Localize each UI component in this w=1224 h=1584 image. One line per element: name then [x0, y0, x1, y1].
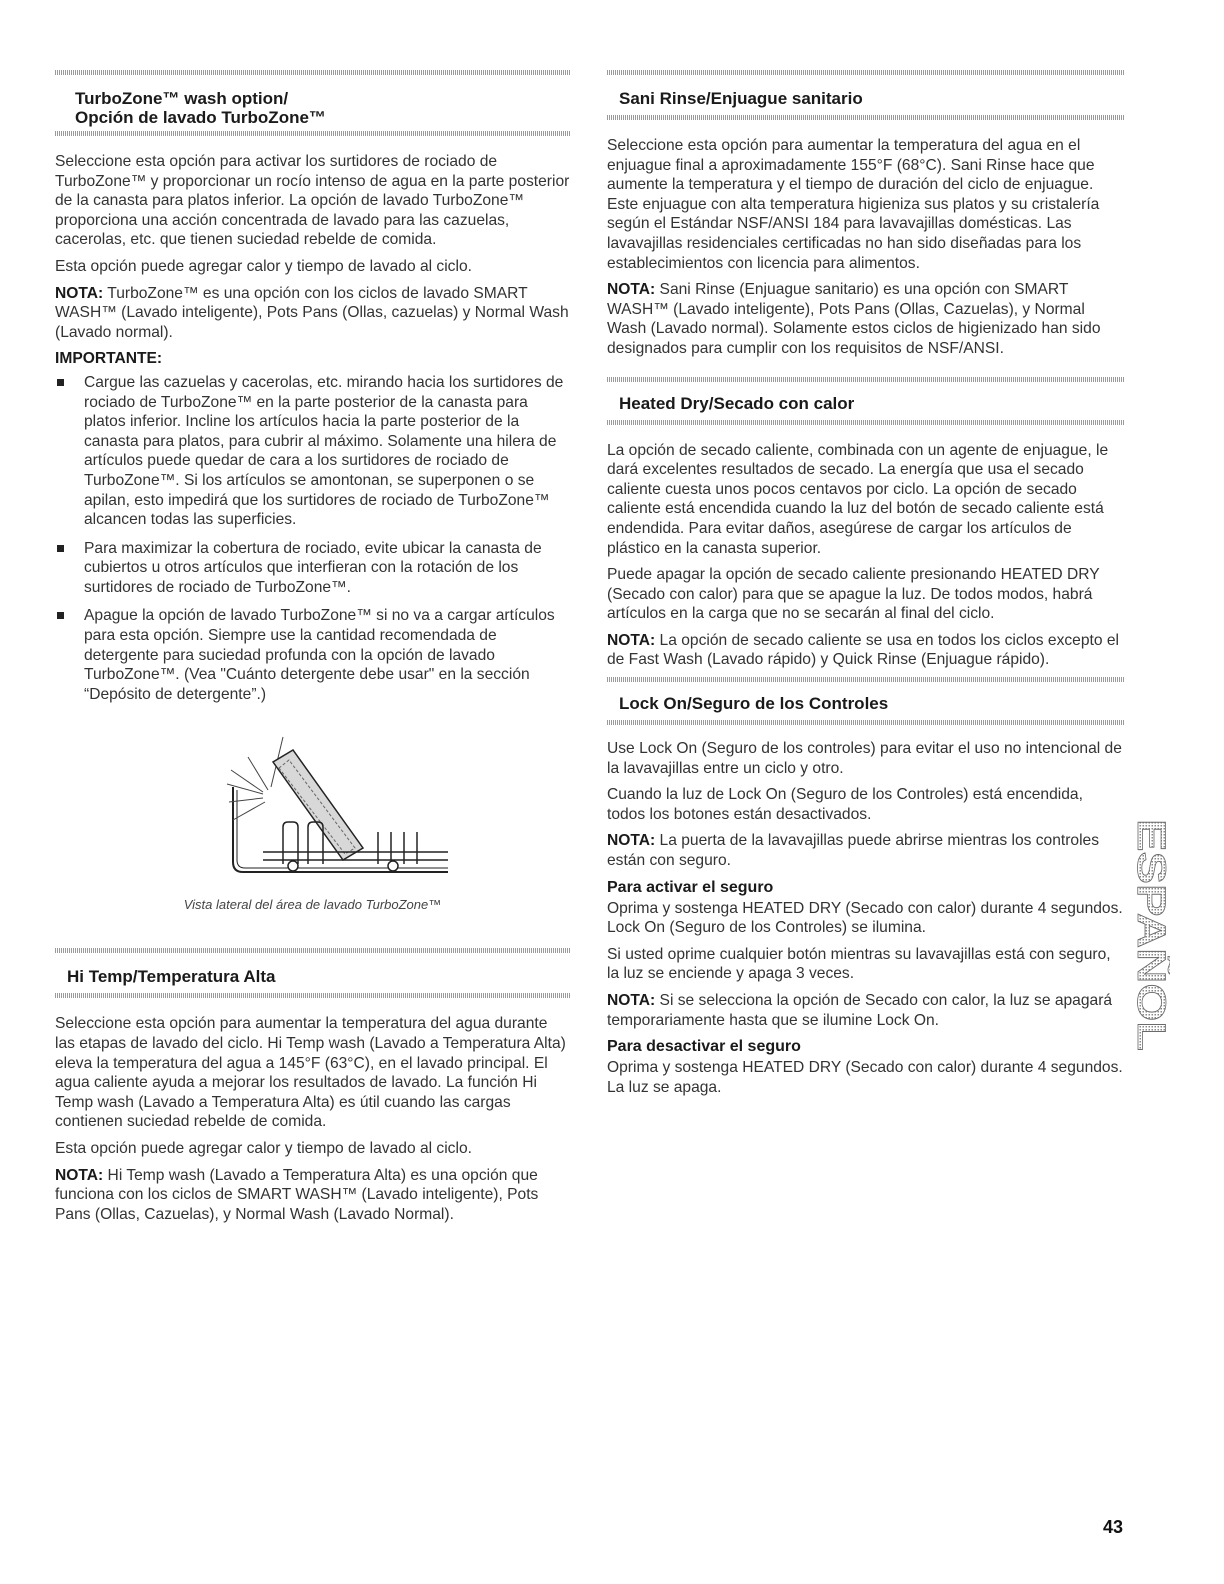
- note-text: Hi Temp wash (Lavado a Temperatura Alta) es una opción que funciona con los ciclos de SMART WASH™ (Lavado inteligente), Pots Pans (Ollas, Cazuelas), y Normal Wash (Lavado Normal).: [55, 1166, 539, 1223]
- side-tab-label: ESPAÑOL: [1130, 819, 1170, 1010]
- section-divider: [607, 377, 1125, 382]
- note-text: Sani Rinse (Enjuague sanitario) es una opción con SMART WASH™ (Lavado inteligente), Pots Pans (Ollas, Cazuelas), y Normal Wash (Lavado normal). Solamente estos ciclos de higienizado han sido designados para cumplir con los requisitos de NSF/ANSI.: [607, 281, 1101, 357]
- heated-title: Heated Dry/Secado con calor: [619, 393, 855, 413]
- activar-paragraph-2: Si usted oprime cualquier botón mientras su lavavajillas está con seguro, la luz se enciende y apaga 3 veces.: [607, 945, 1111, 983]
- turbozone-figure: [55, 722, 570, 922]
- section-divider: [55, 131, 570, 136]
- hitemp-title: Hi Temp/Temperatura Alta: [67, 967, 276, 987]
- importante-label: IMPORTANTE:: [55, 350, 163, 368]
- figure-caption: Vista lateral del área de lavado TurboZone™: [183, 897, 442, 913]
- hitemp-paragraph-1: Seleccione esta opción para aumentar la temperatura del agua durante las etapas de lavado del ciclo. Hi Temp wash (Lavado a Temperatura Alta) eleva la temperatura del agua a 145°F (63°C), en el lavado principal. El agua caliente ayuda a mejorar los resultados de lavado. La función Hi Temp wash (Lavado a Temperatura Alta) es útil cuando las cargas contienen suciedad rebelde de comida.: [55, 1015, 566, 1131]
- turbozone-bullet-list: [55, 373, 570, 705]
- desactivar-paragraph-1: Oprima y sostenga HEATED DRY (Secado con calor) durante 4 segundos. La luz se apaga.: [607, 1059, 1123, 1096]
- turbozone-title: [55, 89, 570, 127]
- section-divider: [55, 948, 570, 953]
- list-item-text: Apague la opción de lavado TurboZone™ si no va a cargar artículos para esta opción. Siempre use la cantidad recomendada de detergente para suciedad profunda con la opción de lavado TurboZone™. (Vea "Cuánto detergente debe usar" en la sección “Depósito de detergente”.): [84, 607, 555, 703]
- activar-heading: Para activar el seguro: [607, 878, 774, 896]
- note-label: NOTA:: [55, 1166, 104, 1184]
- right-column: [607, 70, 1125, 1104]
- heated-paragraph-2: Puede apagar la opción de secado caliente presionando HEATED DRY (Secado con calor) para que se apague la luz. De todos modos, habrá artículos en la carga que no se secarán al final del ciclo.: [607, 566, 1100, 623]
- note-label: NOTA:: [607, 832, 656, 850]
- section-divider: [607, 420, 1125, 425]
- desactivar-heading: Para desactivar el seguro: [607, 1038, 801, 1056]
- list-item: [55, 373, 570, 530]
- note-text: Si se selecciona la opción de Secado con calor, la luz se apagará temporariamente hasta que se ilumine Lock On.: [607, 992, 1113, 1029]
- turbozone-title-line1: TurboZone™ wash option/: [75, 89, 289, 108]
- list-item-text: Para maximizar la cobertura de rociado, evite ubicar la canasta de cubiertos u otros artículos que interfieran con la rotación de los surtidores de rociado de TurboZone™.: [84, 539, 542, 596]
- turbozone-paragraph-1: Seleccione esta opción para activar los surtidores de rociado de TurboZone™ y proporcionar un rocío intenso de agua en la parte posterior de la canasta para platos inferior. La opción de lavado TurboZone™ proporciona una acción concentrada de lavado para las cazuelas, cacerolas, etc. que tienen suciedad rebelde de comida.: [55, 153, 570, 249]
- turbozone-diagram-icon: [223, 732, 455, 892]
- lock-note-1: [607, 831, 1125, 870]
- lock-title: Lock On/Seguro de los Controles: [619, 694, 889, 714]
- note-text: TurboZone™ es una opción con los ciclos de lavado SMART WASH™ (Lavado inteligente), Pots Pans (Ollas, cazuelas) y Normal Wash (Lavado normal).: [55, 284, 569, 341]
- turbozone-note: [55, 284, 570, 343]
- note-label: NOTA:: [607, 281, 656, 299]
- hitemp-note: [55, 1166, 570, 1225]
- heated-paragraph-1: La opción de secado caliente, combinada con un agente de enjuague, le dará excelentes resultados de secado. La energía que usa el secado caliente cuesta unos pocos centavos por ciclo. La opción de secado caliente está encendida cuando la luz del botón de secado caliente está endendida. Para evitar daños, asegúrese de cargar los artículos de plástico en la canasta superior.: [607, 441, 1109, 557]
- list-item: [55, 539, 570, 598]
- lock-paragraph-2: Cuando la luz de Lock On (Seguro de los Controles) está encendida, todos los botones están desactivados.: [607, 786, 1083, 823]
- page-number: 43: [1103, 1517, 1124, 1537]
- section-divider: [55, 70, 570, 75]
- note-label: NOTA:: [607, 631, 656, 649]
- list-item: [55, 606, 570, 704]
- list-item-text: Cargue las cazuelas y cacerolas, etc. mirando hacia los surtidores de rociado de TurboZone™ en la parte posterior de la canasta para platos inferior. Incline los artículos hacia la parte posterior de la canasta para platos, para cubrir al máximo. Solamente una hilera de artículos puede quedar de cara a los surtidores de rociado de TurboZone™. Si los artículos se amontonan, se superponen o se apilan, esto impedirá que los surtidores de rociado de TurboZone™ alcancen todas las superficies.: [84, 373, 564, 529]
- side-tab-graphic: [1130, 815, 1170, 1055]
- sani-paragraph-1: Seleccione esta opción para aumentar la temperatura del agua en el enjuague final a aproximadamente 155°F (68°C). Sani Rinse hace que aumente la temperatura y el tiempo de duración del ciclo de enjuague. Este enjuague con alta temperatura higieniza sus platos y su cristalería según el Estándar NSF/ANSI 184 para lavavajillas domésticas. Las lavavajillas residenciales certificadas no han sido diseñadas para los establecimientos con licencia para alimentos.: [607, 137, 1100, 272]
- square-bullet-icon: [57, 612, 64, 619]
- left-column: [55, 70, 570, 1231]
- hitemp-paragraph-2: Esta opción puede agregar calor y tiempo de lavado al ciclo.: [55, 1140, 472, 1157]
- section-divider: [55, 993, 570, 998]
- note-label: NOTA:: [607, 992, 656, 1009]
- heated-note: [607, 631, 1125, 670]
- turbozone-paragraph-2: Esta opción puede agregar calor y tiempo de lavado al ciclo.: [55, 257, 472, 275]
- note-label: NOTA:: [55, 284, 104, 302]
- turbozone-title-line2: Opción de lavado TurboZone™: [75, 108, 326, 127]
- sani-title: Sani Rinse/Enjuague sanitario: [619, 89, 863, 108]
- square-bullet-icon: [57, 545, 64, 552]
- note-text: La opción de secado caliente se usa en todos los ciclos excepto el de Fast Wash (Lavado rápido) y Quick Rinse (Enjuague rápido).: [607, 631, 1119, 669]
- section-divider: [607, 115, 1125, 120]
- lock-paragraph-1: Use Lock On (Seguro de los controles) para evitar el uso no intencional de la lavavajillas entre un ciclo y otro.: [607, 740, 1122, 777]
- note-text: La puerta de la lavavajillas puede abrirse mientras los controles están con seguro.: [607, 832, 1100, 870]
- section-divider: [607, 720, 1125, 725]
- lock-note-2: [607, 991, 1125, 1030]
- side-tab: [1130, 815, 1170, 1055]
- sani-note: [607, 280, 1125, 358]
- activar-paragraph-1: Oprima y sostenga HEATED DRY (Secado con calor) durante 4 segundos. Lock On (Seguro de los Controles) se ilumina.: [607, 899, 1123, 937]
- square-bullet-icon: [57, 379, 64, 386]
- section-divider: [607, 70, 1125, 75]
- section-divider: [607, 677, 1125, 682]
